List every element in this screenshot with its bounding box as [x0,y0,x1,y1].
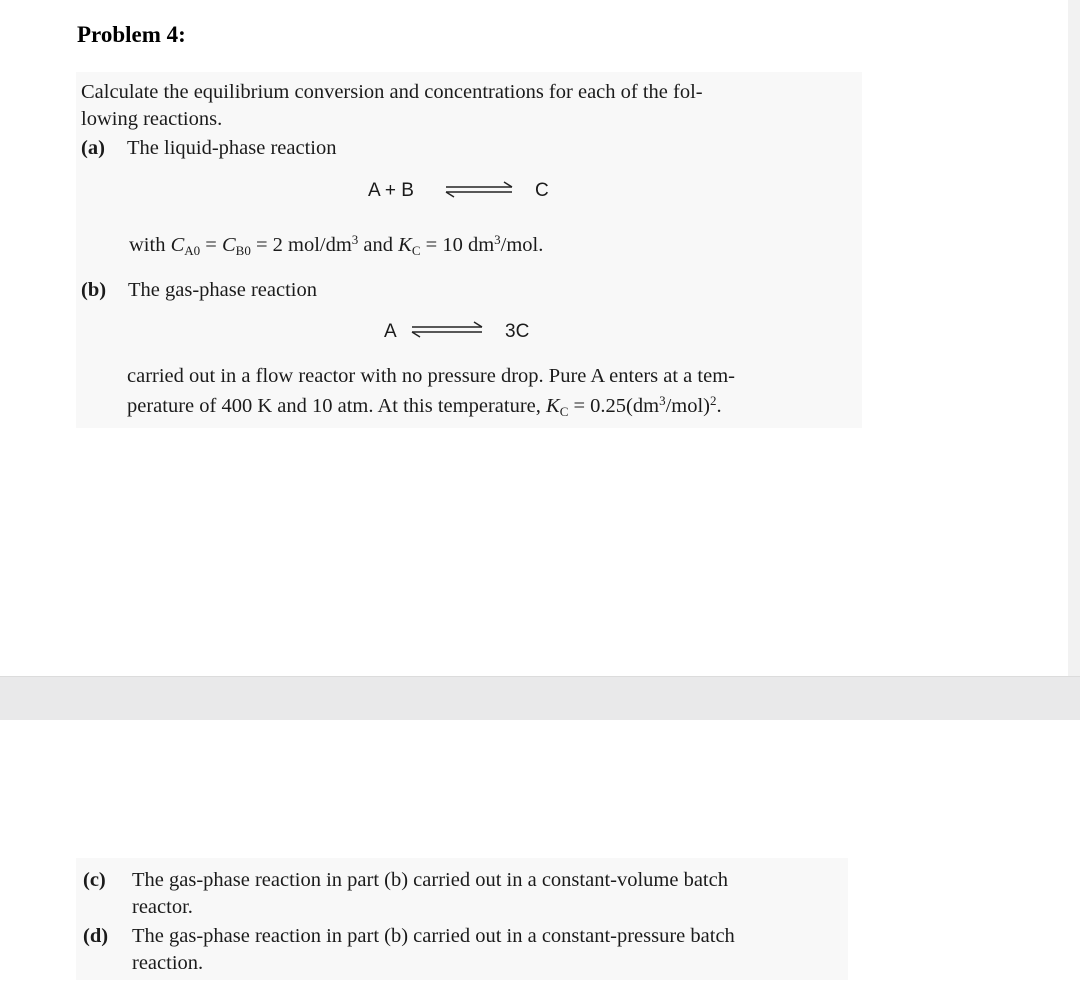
kc-subscript: C [559,404,569,419]
part-d-line-1: The gas-phase reaction in part (b) carried out in a constant-pressure batch [132,925,735,947]
part-b-line-2 [127,394,722,418]
c-b0-symbol: C [221,234,236,256]
kc-exponent: 3 [494,232,501,247]
equilibrium-arrow-icon [406,318,490,342]
c-b0-subscript: B0 [235,243,251,258]
kc-value: = 0.25(dm [568,395,660,417]
part-b-eq-left: A [384,321,397,342]
period: . [716,395,722,417]
conc-value: = 2 mol/dm [250,234,352,256]
part-d-label: (d) [83,925,109,947]
page-right-edge [1068,0,1080,676]
part-b-line-2-text: perature of 400 K and 10 atm. At this temperature, [127,395,546,417]
page-gap [0,676,1080,721]
part-b-title: The gas-phase reaction [128,279,317,301]
part-a-eq-right: C [535,180,549,201]
kc-subscript: C [411,243,421,258]
part-c-line-2: reactor. [132,896,193,918]
conc-exponent: 3 [351,232,359,247]
part-a-label: (a) [81,137,105,159]
part-c-line-1: The gas-phase reaction in part (b) carried out in a constant-volume batch [132,869,728,891]
c-a0-subscript: A0 [184,243,201,258]
part-c-label: (c) [83,869,106,891]
part-a-eq-left: A + B [368,180,414,201]
part-d-line-2: reaction. [132,952,204,974]
part-b-eq-right: 3C [505,321,530,342]
equals-1: = [200,234,222,256]
equilibrium-arrow-icon [440,178,522,202]
and-word: and [358,234,399,256]
part-a-conditions [129,233,543,257]
kc-exponent: 3 [659,393,666,408]
kc-symbol: K [546,395,560,417]
with-word: with [129,234,166,256]
intro-line-1: Calculate the equilibrium conversion and concentrations for each of the fol- [81,81,703,103]
part-b-label: (b) [81,279,107,301]
kc-unit-exponent: 2 [710,393,717,408]
intro-line-2: lowing reactions. [81,108,223,130]
problem-heading: Problem 4: [77,22,186,47]
kc-unit: /mol) [665,395,710,417]
kc-value: = 10 dm [420,234,495,256]
kc-symbol: K [398,234,412,256]
part-b-line-1: carried out in a flow reactor with no pressure drop. Pure A enters at a tem- [127,365,735,387]
kc-unit-tail: /mol. [500,234,544,256]
part-a-title: The liquid-phase reaction [127,137,337,159]
c-a0-symbol: C [170,234,185,256]
